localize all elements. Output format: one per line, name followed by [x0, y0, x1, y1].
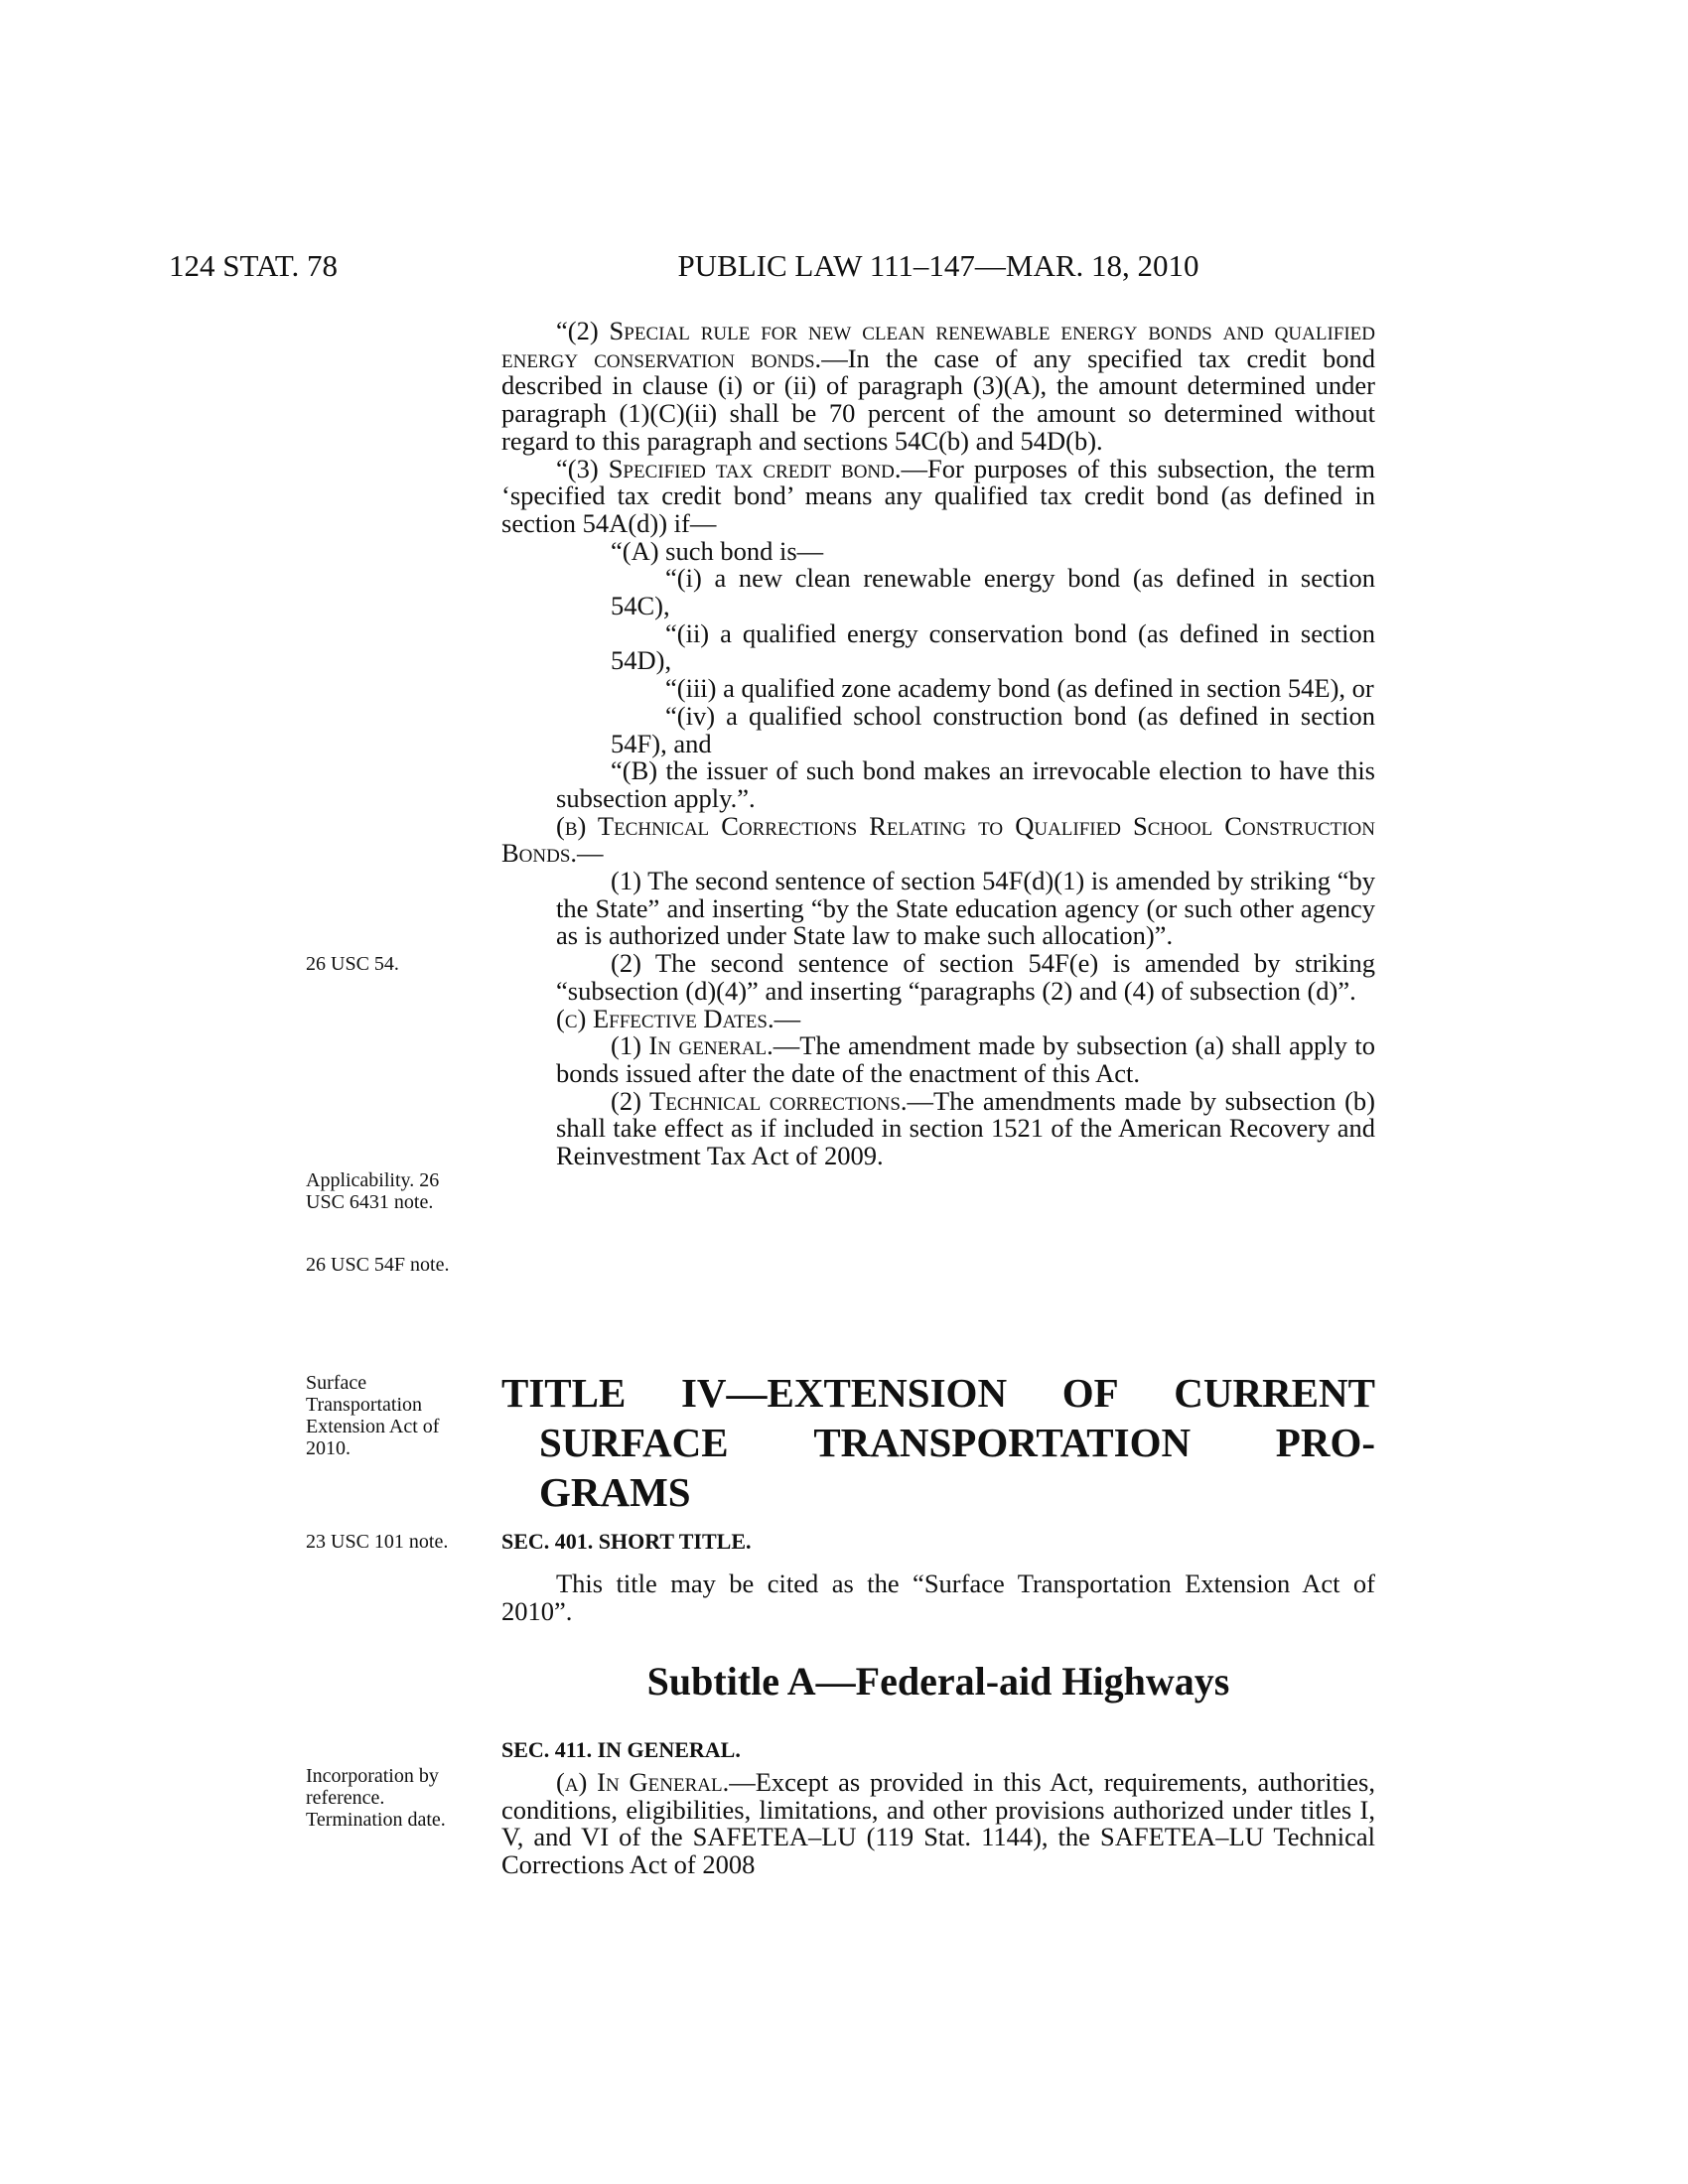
sec-401-body [501, 1570, 1375, 1625]
clause-i: “(i) a new clean renewable energy bond (as defined in section 54C), [611, 563, 1375, 621]
sec-411-body [501, 1769, 1375, 1879]
paragraph-specified-bond: “(3) Specified tax credit bond.—For purposes of this subsection, the term ‘specified tax credit bond’ means any qualified tax credit bond (as defined in section 54A(d)) if— [501, 453, 1376, 538]
paragraph-special-rule: “(2) Special rule for new clean renewable energy bonds and qualified energy conservation bonds.—In the case of any specified tax credit bond described in clause (i) or (ii) of paragraph (3)(A), the amount determined under paragraph (1)(C)(ii) shall be 70 percent of the amount so determined without regard to this paragraph and sections 54C(b) and 54D(b). [501, 316, 1376, 456]
page-stat-number: 124 STAT. 78 [169, 248, 339, 283]
margin-note-26-usc-54: 26 USC 54. [306, 953, 399, 975]
subsection-c-1: (1) In general.—The amendment made by subsection (a) shall apply to bonds issued after the date of the enactment of this Act. [556, 1030, 1375, 1088]
sec-401-text: This title may be cited as the “Surface Transportation Extension Act of 2010”. [501, 1569, 1375, 1626]
margin-note-26-usc-54f: 26 USC 54F note. [306, 1254, 450, 1276]
running-head [0, 248, 1688, 288]
title-iv-line-2: SURFACE TRANSPORTATION PRO- [539, 1420, 1375, 1465]
public-law-header: PUBLIC LAW 111–147—MAR. 18, 2010 [677, 248, 1199, 283]
clause-a: “(A) such bond is— [611, 535, 824, 566]
margin-note-surface-transportation: Surface Transportation Extension Act of 2010. [306, 1372, 440, 1459]
margin-note-incorporation: Incorporation by reference. Termination date. [306, 1765, 446, 1831]
sec-411-heading: SEC. 411. IN GENERAL. [501, 1737, 741, 1762]
clause-ii: “(ii) a qualified energy conservation bond (as defined in section 54D), [611, 617, 1375, 676]
subsection-b-1: (1) The second sentence of section 54F(d)(1) is amended by striking “by the State” and inserting “by the State education agency (or such other agency as is authorized under State law to make such allocation)”. [556, 866, 1375, 951]
subtitle-a-heading: Subtitle A—Federal-aid Highways [646, 1659, 1230, 1704]
sec-401-heading: SEC. 401. SHORT TITLE. [501, 1529, 752, 1554]
title-iv-line-1: TITLE IV—EXTENSION OF CURRENT [501, 1370, 1375, 1416]
subsection-b-heading: (b) Technical Corrections Relating to Qualified School Construction Bonds.— [501, 810, 1375, 869]
body-column [501, 318, 1375, 1170]
subsection-b-2: (2) The second sentence of section 54F(e) is amended by striking “subsection (d)(4)” and inserting “paragraphs (2) and (4) of subsection (d)”. [556, 948, 1375, 1006]
margin-note-23-usc-101: 23 USC 101 note. [306, 1531, 449, 1553]
title-iv-heading [501, 1368, 1375, 1517]
clause-b: “(B) the issuer of such bond makes an irrevocable election to have this subsection apply.”. [556, 755, 1375, 813]
title-iv-line-3: GRAMS [539, 1469, 691, 1515]
clause-iv: “(iv) a qualified school construction bond (as defined in section 54F), and [611, 700, 1375, 758]
clause-iii: “(iii) a qualified zone academy bond (as defined in section 54E), or [665, 673, 1374, 704]
subsection-c-2: (2) Technical corrections.—The amendments made by subsection (b) shall take effect as if included in section 1521 of the American Recovery and Reinvestment Tax Act of 2009. [556, 1085, 1375, 1171]
subsection-c-heading: (c) Effective Dates.— [556, 1003, 801, 1033]
margin-note-applicability: Applicability. 26 USC 6431 note. [306, 1169, 440, 1213]
sec-411-a: (a) In General.—Except as provided in this Act, requirements, authorities, conditions, eligibilities, limitations, and other provisions authorized under titles I, V, and VI of the SAFETEA–LU (119 Stat. 1144), the SAFETEA–LU Technical Corrections Act of 2008 [501, 1767, 1375, 1880]
